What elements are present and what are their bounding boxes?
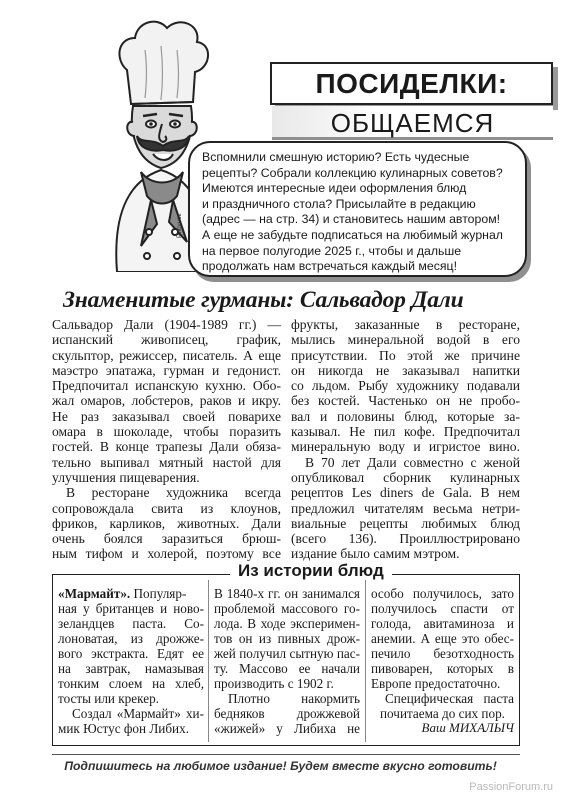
text-line: особо получилось, зато [371,586,514,601]
text-line: опубликовал сборник кулинарных [291,469,520,485]
text-line: лода. В ходе эксперимен- [214,616,360,631]
text-line: фрукты, заказанные в ресторане, [291,317,520,332]
history-column-1 [58,586,204,736]
page-title: ПОСИДЕЛКИ: [315,68,508,99]
intro-line: и праздничного стола? Присылайте в редакцию [202,196,476,211]
page-subtitle: ОБЩАЕМСЯ [330,108,495,138]
text-line: жал омаров, лобстеров, раков и икру. [52,393,281,409]
text-line: вал и половины блюд, которые за- [291,408,520,424]
intro-line: продолжать нам встречаться каждый месяц! [202,259,457,274]
text-line: (всего 136). Проиллюстрировано [291,531,520,547]
intro-line: (адрес — на стр. 34) и становитесь нашим автором! [202,212,501,227]
text-line: производить с 1902 г. [214,676,334,691]
text-line: ная у британцев и ново- [58,601,204,616]
site-watermark: PassionForum.ru [469,781,553,793]
history-section-title: Из истории блюд [230,561,392,581]
intro-line: Имеются интересные идеи оформления блюд [202,181,467,196]
text-line: бедняков дрожжевой [214,706,360,721]
text-line: В ресторане художника всегда [66,485,281,501]
author-signature: Ваш МИХАЛЫЧ [421,720,514,735]
text-line: получилось спасти от [371,601,514,616]
text-line: В 1840-х гг. он занимался [214,586,360,601]
text-line: Не раз заказывал своей поварихе [52,408,281,424]
headline-name: Сальвадор Дали [299,287,464,313]
text-line: Создал «Мармайт» хи- [72,706,204,721]
text-line: «жижей» у Либиха не [214,721,360,736]
history-column-2 [214,586,360,736]
text-line: маэстро эпатажа, гурман и гедонист. [52,362,281,378]
text-line: предложил читателям весьма нетри- [291,500,520,516]
text-line: ным тифом и холерой, поэтому все [52,546,281,562]
column-divider [208,580,209,742]
dish-name: «Мармайт». [58,586,131,601]
section-title-box [270,62,553,105]
intro-line: на первое полугодие 2025 г., чтобы и дальше [202,243,462,258]
article-headline [63,287,464,314]
text-line: мылись минеральной водой в его [291,332,520,348]
intro-speech-bubble [188,141,527,277]
headline-prefix: Знаменитые гурманы: [63,287,294,313]
text-line: почитаема до сих пор. [380,706,505,721]
text-line: омара в шоколаде, чтобы поразить [52,424,281,440]
text-line: тельно выпивал мятный настой для [52,454,281,470]
text-line [58,586,204,601]
text-line: Плотно накормить [228,691,360,706]
text-line: зеландцев паста. Со- [58,616,204,631]
footer-rule [52,754,520,755]
text-line: Европе предостаточно. [371,676,501,691]
text-line: печило безотходность [371,646,514,661]
text-line: рецептов Les diners de Gala. В нем [291,485,520,501]
text-line: издание было самим мэтром. [291,546,460,562]
text-line: тонким слоем на хлеб, [58,676,204,691]
history-column-3 [371,586,514,721]
text-line: вого экстракта. Едят ее [58,646,204,661]
text-line: очень боялся заразиться брюш- [52,531,281,547]
text-line: голода, авитаминоза и [371,616,514,631]
footer-slogan: Подпишитесь на любимое издание! Будем вместе вкусно готовить! [64,759,497,773]
text-line: В 70 лет Дали совместно с женой [305,454,520,470]
text-line: он никогда не заказывал напитки [291,362,520,378]
text-line: казывал. Не пил кофе. Предпочитал [291,424,520,440]
text-line: ту. Массово ее начали [214,661,360,676]
article-column-left [52,317,281,562]
text-line: тов он из пивных дрож- [214,631,360,646]
text-line: гостей. В конце трапезы Дали обяза- [52,439,281,455]
text-line: мик Юстус фон Либих. [58,721,189,736]
text-line: на завтрак, намазывая [58,661,204,676]
text-line: улучшения пищеварения. [52,469,200,485]
column-divider [365,580,366,742]
text-line: фриков, карликов, животных. Дали [52,515,281,531]
text-line: присутствии. По этой же причине [291,347,520,363]
text-line: скульптор, режиссер, писатель. А еще [52,347,281,363]
text-line: минеральную воду и игристое вино. [291,439,520,455]
text-line: лоноватая, из дрожже- [58,631,204,646]
text-line: жей получил сытную пас- [214,646,360,661]
intro-line: А еще не забудьте подписаться на любимый журнал [202,227,503,242]
text-line: Сальвадор Дали (1904-1989 гг.) — [52,317,281,332]
text-line: пивоварен, которых в [371,661,514,676]
article-column-right [291,317,520,562]
text-line: виальные рецепты любимых блюд [291,515,520,531]
text-line: Предпочитал испанскую кухню. Обо- [52,378,281,394]
text-line: Специфическая паста [385,691,514,706]
text-line: без костей. Частенько он не пробо- [291,393,520,409]
text-line: сопровождала свита из клоунов, [52,500,281,516]
intro-line: рецепты? Собрали коллекцию кулинарных советов? [202,165,503,180]
text-line: испанский живописец, график, [52,332,281,348]
illustration-credit: Рисунок [176,213,183,238]
intro-line: Вспомнили смешную историю? Есть чудесные [202,150,470,164]
text-line: со льдом. Рыбу художнику подавали [291,378,520,394]
section-subtitle-box [272,106,553,140]
text-fragment: Популяр- [130,586,187,601]
text-line: анемии. А еще это обес- [371,631,514,646]
text-line: проблемой массового го- [214,601,360,616]
text-line: тосты или крекер. [58,691,159,706]
